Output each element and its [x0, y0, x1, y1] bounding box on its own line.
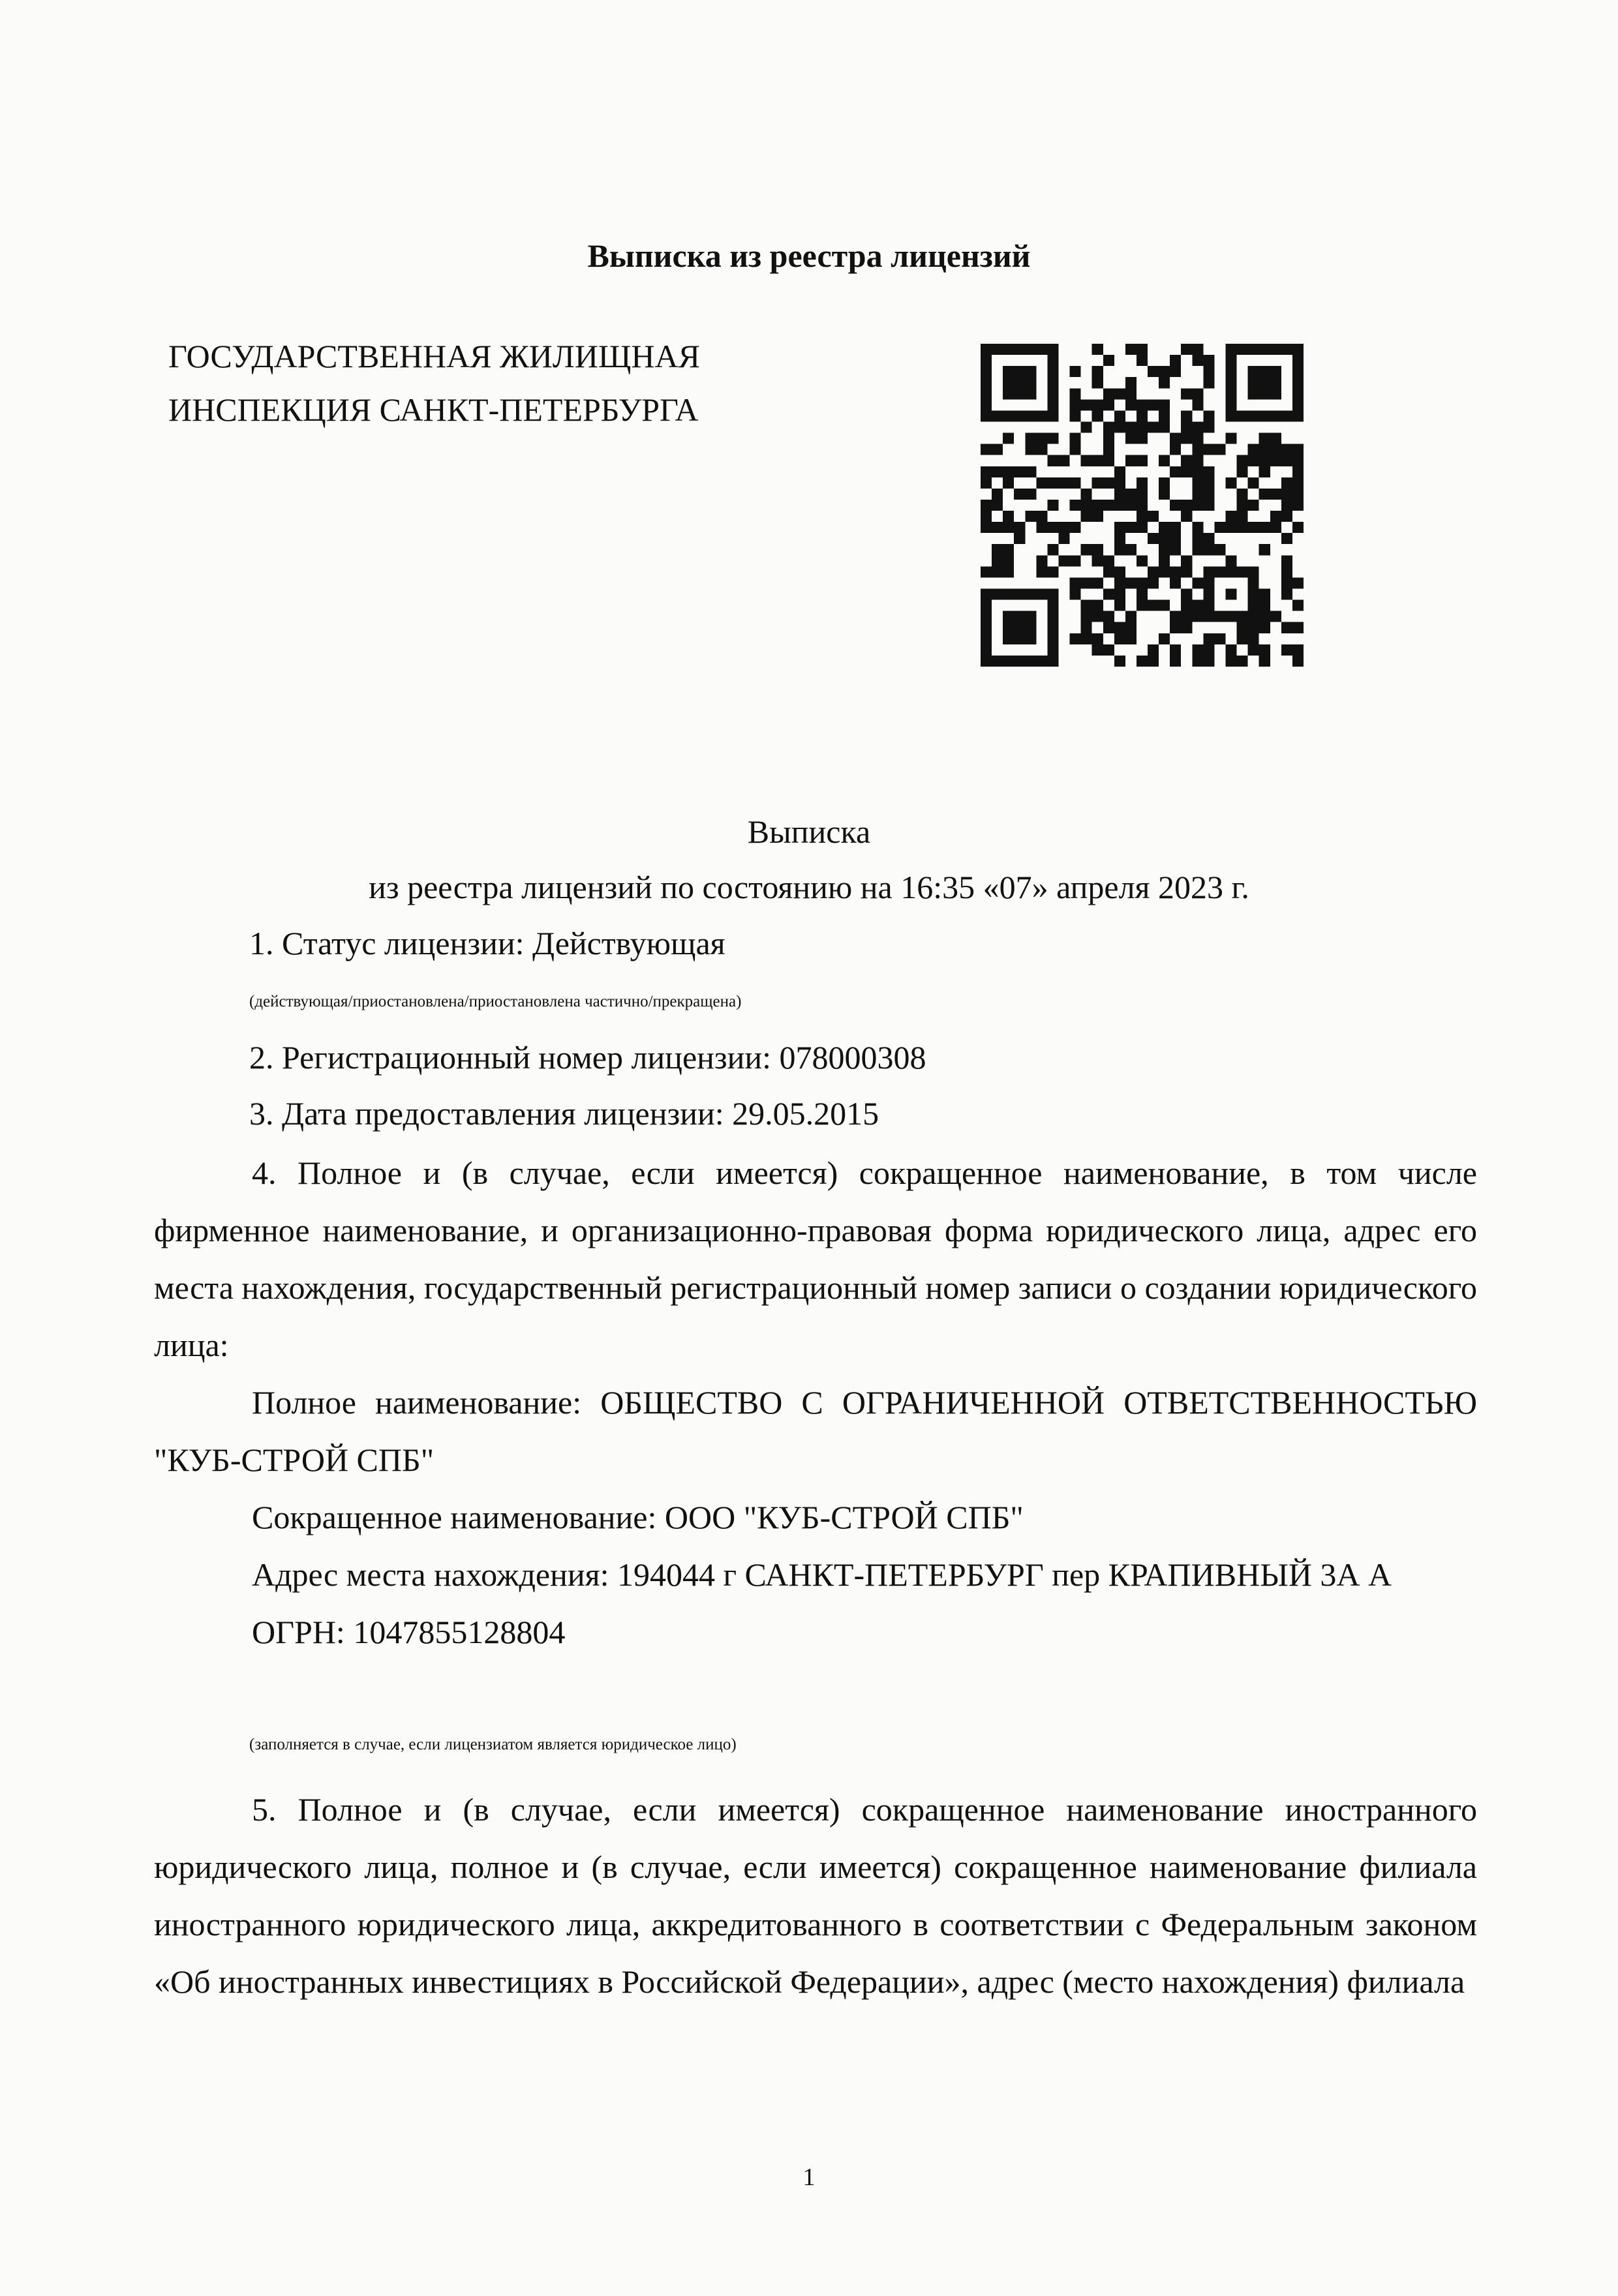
extract-subtitle: из реестра лицензий по состоянию на 16:35 «07» апреля 2023 г.: [369, 869, 1249, 905]
item-4-block: [154, 1144, 1477, 1661]
authority-line-1: ГОСУДАРСТВЕННАЯ ЖИЛИЩНАЯ: [168, 338, 700, 374]
full-name: Полное наименование: ОБЩЕСТВО С ОГРАНИЧЕННОЙ ОТВЕТСТВЕННОСТЬЮ "КУБ-СТРОЙ СПБ": [154, 1384, 1477, 1478]
item-5-block: [154, 1781, 1477, 2010]
registration-number: 2. Регистрационный номер лицензии: 078000308: [249, 1039, 926, 1076]
item-4-text: 4. Полное и (в случае, если имеется) сокращенное наименование, в том числе фирменное наименование, и организационно-правовая форма юридического лица, адрес его места нахождения, государственный регистрационный номер записи о создании юридического лица:: [154, 1155, 1477, 1363]
address: Адрес места нахождения: 194044 г САНКТ-ПЕТЕРБУРГ пер КРАПИВНЫЙ 3А А: [252, 1556, 1392, 1593]
page-number: 1: [802, 2164, 816, 2191]
ogrn: ОГРН: 1047855128804: [252, 1614, 566, 1650]
extract-title: Выписка: [747, 813, 871, 850]
ogrn-note: (заполняется в случае, если лицензиатом является юридическое лицо): [249, 1736, 737, 1753]
license-status: 1. Статус лицензии: Действующая: [249, 925, 725, 961]
authority-line-2: ИНСПЕКЦИЯ САНКТ-ПЕТЕРБУРГА: [168, 391, 699, 428]
document-title: Выписка из реестра лицензий: [587, 237, 1031, 274]
issuing-authority: [168, 329, 984, 436]
short-name: Сокращенное наименование: ООО "КУБ-СТРОЙ СПБ": [252, 1499, 1024, 1535]
item-5-text: 5. Полное и (в случае, если имеется) сокращенное наименование иностранного юридического лица, полное и (в случае, если имеется) сокращенное наименование филиала иностранного юридического лица, аккредитованного в соответствии с Федеральным законом «Об иностранных инвестициях в Российской Федерации», адрес (место нахождения) филиала: [154, 1791, 1477, 2000]
issue-date: 3. Дата предоставления лицензии: 29.05.2015: [249, 1095, 879, 1132]
license-status-note: (действующая/приостановлена/приостановлена частично/прекращена): [249, 993, 742, 1010]
qr-code-icon: [981, 344, 1304, 667]
